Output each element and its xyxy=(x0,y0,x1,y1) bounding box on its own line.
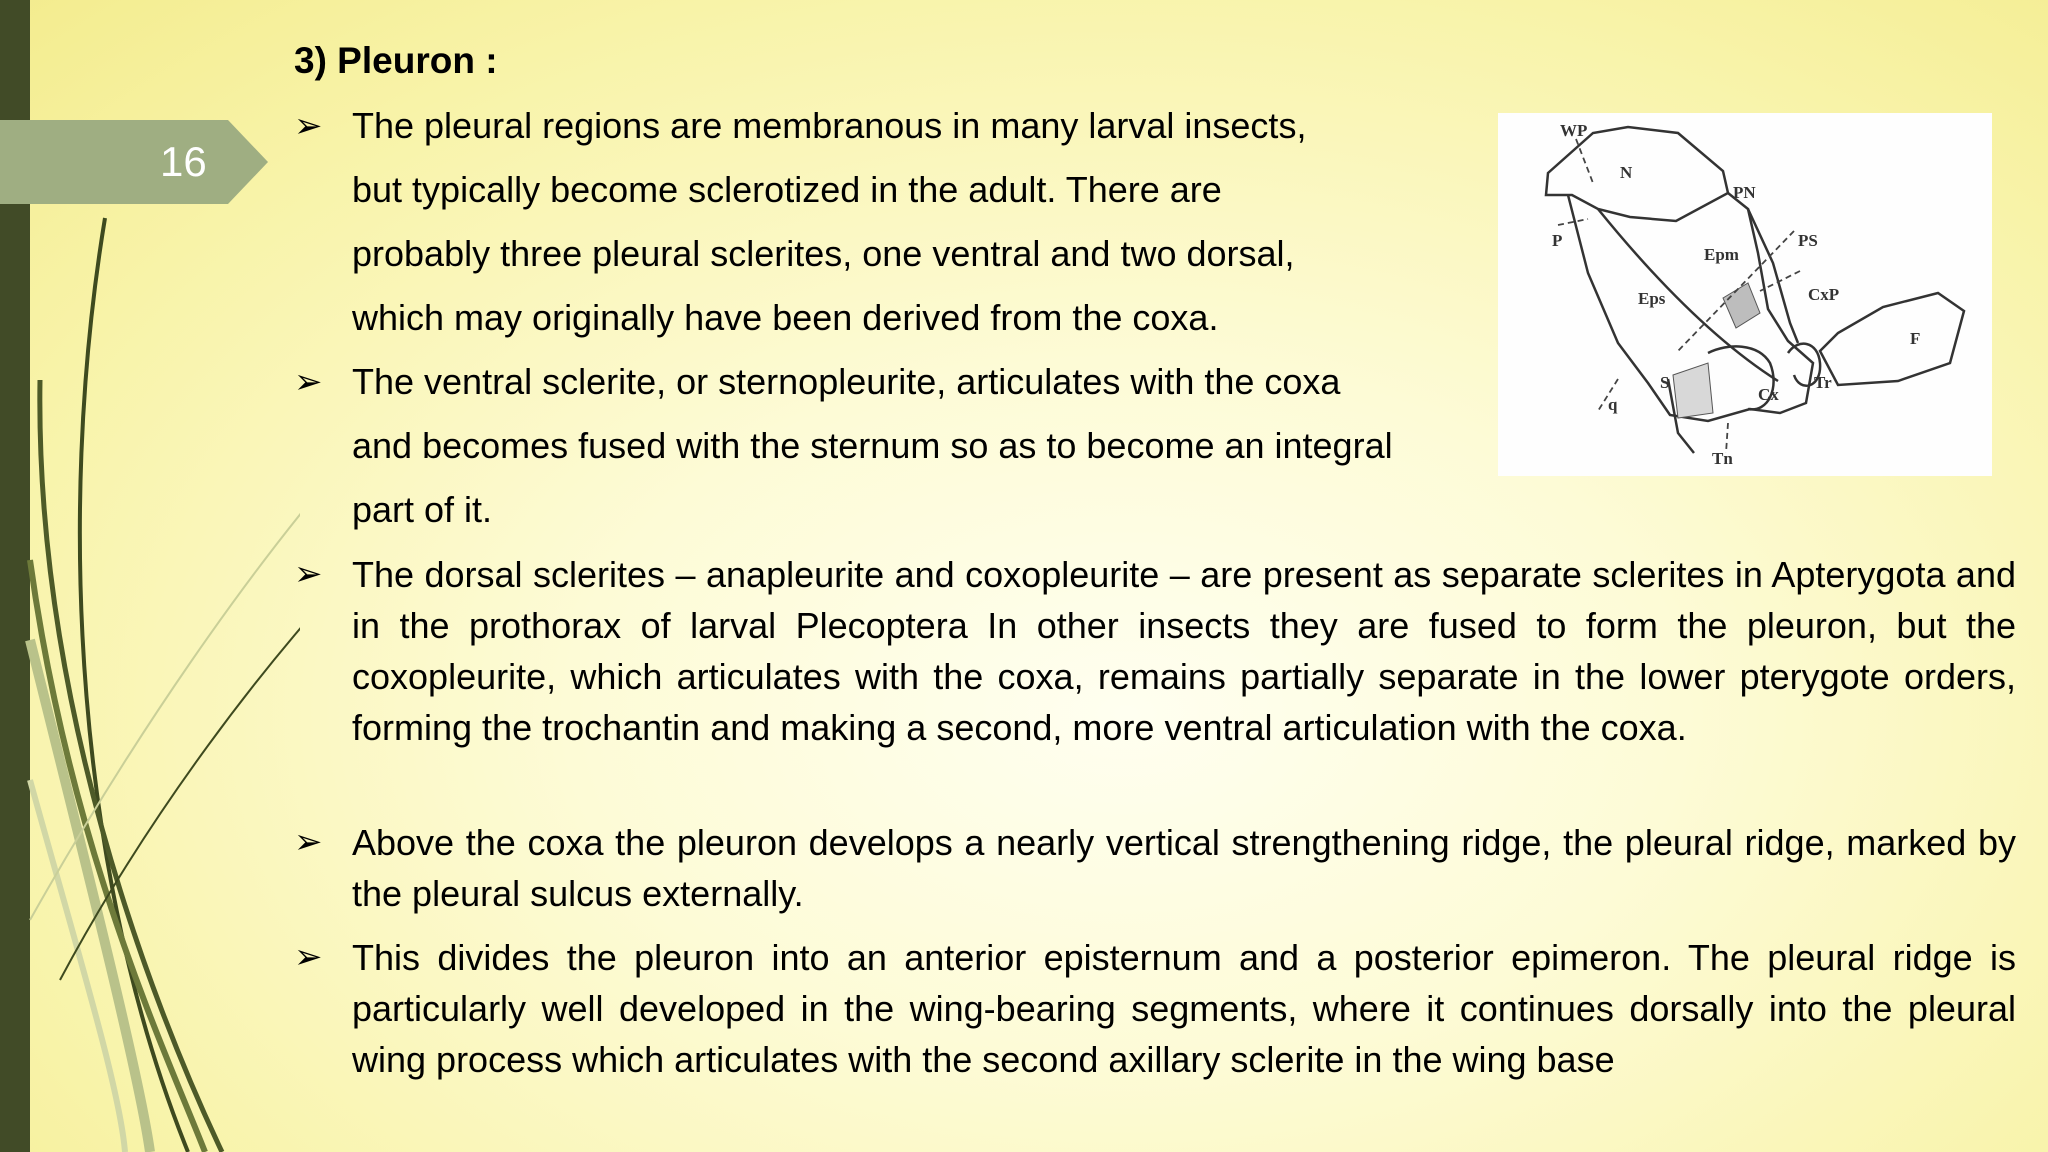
label-wp: WP xyxy=(1560,121,1588,140)
label-p: P xyxy=(1552,231,1563,250)
bullet-marker: ➢ xyxy=(294,823,323,861)
bullet-marker: ➢ xyxy=(294,555,323,593)
bullet-marker: ➢ xyxy=(294,363,323,401)
bullet-paragraph: Above the coxa the pleuron develops a nearly vertical strengthening ridge, the pleural ridge, marked by the pleural sulcus externally. xyxy=(352,822,2016,914)
label-cx: Cx xyxy=(1758,385,1779,404)
label-cxp: CxP xyxy=(1808,285,1840,304)
bullet-text-line: The ventral sclerite, or sternopleurite, articulates with the coxa xyxy=(352,361,1341,402)
bullet-text-line: and becomes fused with the sternum so as to become an integral xyxy=(352,425,1393,466)
label-n: N xyxy=(1620,163,1633,182)
label-f: F xyxy=(1910,329,1921,348)
label-tr: Tr xyxy=(1814,373,1832,392)
bullet-marker: ➢ xyxy=(294,938,323,976)
pleuron-drawing xyxy=(1498,113,1992,476)
label-q: q xyxy=(1608,395,1618,414)
bullet-text-line: which may originally have been derived from the coxa. xyxy=(352,297,1219,338)
bullet-paragraph: The dorsal sclerites – anapleurite and coxopleurite – are present as separate sclerites in Apterygota and in the prothorax of larval Plecoptera In other insects they are fused to form the pleuron, but the coxopleurite, which articulates with the coxa, remains partially separate in the lower pterygote orders, forming the trochantin and making a second, more ventral articulation with the coxa. xyxy=(352,554,2016,748)
bullet-paragraph: This divides the pleuron into an anterior episternum and a posterior epimeron. The pleural ridge is particularly well developed in the wing-bearing segments, where it continues dorsally into the pleural wing process which articulates with the second axillary sclerite in the wing base xyxy=(352,937,2016,1080)
pleuron-diagram xyxy=(1498,113,1992,476)
bullet-text-line: part of it. xyxy=(352,489,493,530)
slide-number-tab xyxy=(0,120,268,204)
bullet-text-line: but typically become sclerotized in the adult. There are xyxy=(352,169,1222,210)
label-epm: Epm xyxy=(1704,245,1739,264)
bullet-text-line: The pleural regions are membranous in many larval insects, xyxy=(352,105,1307,146)
label-tn: Tn xyxy=(1712,449,1733,468)
bullet-marker: ➢ xyxy=(294,107,323,145)
bullet-text-line: probably three pleural sclerites, one ventral and two dorsal, xyxy=(352,233,1295,274)
label-pn: PN xyxy=(1733,183,1756,202)
label-s: S xyxy=(1660,373,1670,392)
label-ps: PS xyxy=(1798,231,1818,250)
slide-number: 16 xyxy=(160,138,207,185)
label-eps: Eps xyxy=(1638,289,1666,308)
slide-title: 3) Pleuron : xyxy=(294,40,498,81)
